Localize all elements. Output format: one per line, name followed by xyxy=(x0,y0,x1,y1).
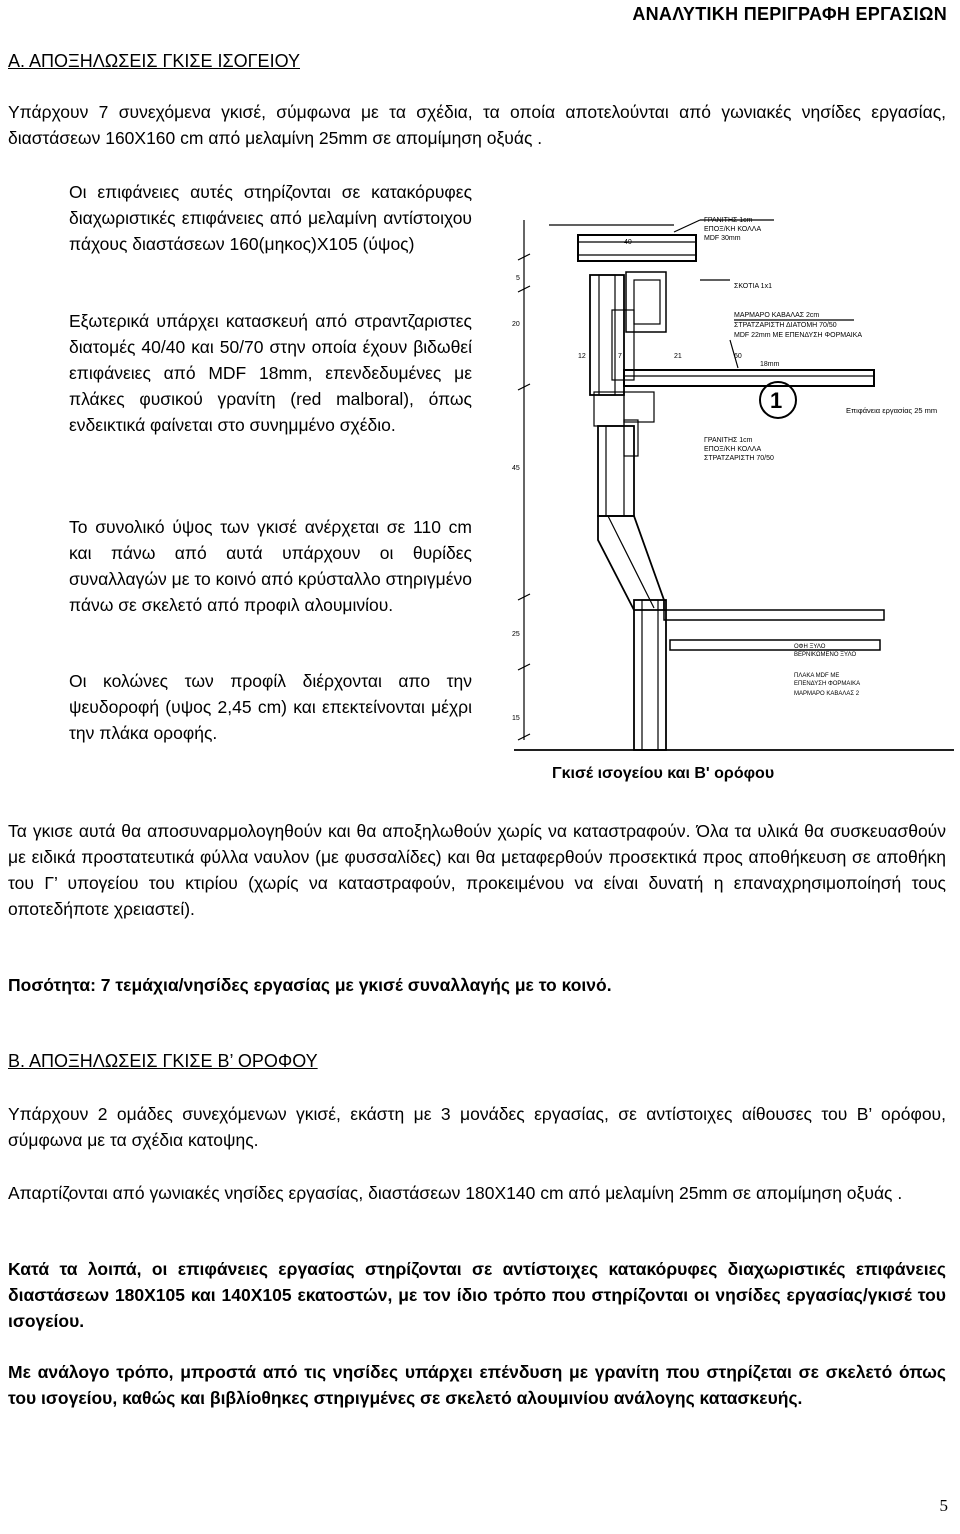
label-granite: ΓΡΑΝΙΤΗΣ 1cm xyxy=(704,217,753,224)
section-b-dimensions: Απαρτίζονται από γωνιακές νησίδες εργασίας, διαστάσεων 180Χ140 cm από μελαμίνη 25mm σε απομίμηση οξυάς . xyxy=(8,1183,903,1203)
label-glue-2: ΕΠΟΞ/ΚΗ ΚΟΛΛΑ xyxy=(704,446,762,453)
dim-15: 15 xyxy=(512,715,520,722)
section-b-support: Κατά τα λοιπά, οι επιφάνειες εργασίας στηρίζονται σε αντίστοιχες κατακόρυφες διαχωριστικές επιφάνειες διαστάσεων 180Χ105 και 140Χ105 εκατοστών, με τον ίδιο τρόπο που στηρίζονται οι νησίδες εργασίας/γκισέ του ισογείου. xyxy=(8,1259,946,1331)
construction-paragraph: Εξωτερικά υπάρχει κατασκευή από στραντζαριστες διατομές 40/40 και 50/70 στην οποία έχουν βιδωθεί επιφάνειες από MDF 18mm, επενδεδυμένες με πλάκες φυσικού γρανίτη (red malboral), όπως ενδεικτικά φαίνεται στο συνημμένο σχέδιο. xyxy=(69,311,472,435)
label-surface: Επιφάνεια εργασίας 25 mm xyxy=(846,406,938,415)
lower-column xyxy=(634,600,666,750)
label-plate-1: ΠΛΑΚΑ MDF ΜΕ xyxy=(794,673,840,679)
dim-12: 12 xyxy=(578,353,586,360)
drawing-caption: Γκισέ ισογείου και Β' ορόφου xyxy=(552,765,775,782)
upper-column xyxy=(590,275,624,395)
dim-21: 21 xyxy=(674,353,682,360)
counter-section-drawing xyxy=(494,180,960,790)
section-b-intro: Υπάρχουν 2 ομάδες συνεχόμενων γκισέ, εκάστη με 3 μονάδες εργασίας, σε αντίστοιχες αίθουσες του Β’ ορόφου, σύμφωνα με τα σχέδια κατοψης. xyxy=(8,1104,946,1150)
dim-7: 7 xyxy=(618,353,622,360)
dim-25: 25 xyxy=(512,631,520,638)
top-granite-slab xyxy=(578,235,696,261)
dim-45: 45 xyxy=(512,465,520,472)
label-veneer-1: ΟΦΗ ΞΥΛΟ xyxy=(794,644,826,650)
section-b-cladding: Με ανάλογο τρόπο, μπροστά από τις νησίδες υπάρχει επένδυση με γρανίτη που στηρίζεται σε σκελετό όπως του ισογείου, καθώς και βιβλίοθηκες στηριγμένες σε σκελετό αλουμινίου ανάλογης κατασκευής. xyxy=(8,1362,946,1408)
dim-20: 20 xyxy=(512,321,520,328)
wooden-shelf xyxy=(664,610,884,620)
label-skotia: ΣΚΟΤΙΑ 1x1 xyxy=(734,283,772,290)
section-b-heading: Β. ΑΠΟΞΗΛΩΣΕΙΣ ΓΚΙΣΕ Β’ ΟΡΟΦΟΥ xyxy=(8,1051,318,1071)
page-number: 5 xyxy=(939,1496,948,1515)
dim-5: 5 xyxy=(516,275,520,282)
label-18mm: 18mm xyxy=(760,361,780,368)
label-profile-2: ΣΤΡΑΤΖΑΡΙΣΤΗ 70/50 xyxy=(704,455,774,462)
section-a-heading: Α. ΑΠΟΞΗΛΩΣΕΙΣ ΓΚΙΣΕ ΙΣΟΓΕΙΟΥ xyxy=(8,51,300,71)
detail-number: 1 xyxy=(770,388,783,413)
label-mdf-formica: MDF 22mm ΜΕ ΕΠΕΝΔΥΣΗ ΦΟΡΜΑΙΚΑ xyxy=(734,332,863,339)
label-veneer-2: ΒΕΡΝΙΚΩΜΕΝΟ ΞΥΛΟ xyxy=(794,652,857,658)
label-marble-2: ΜΑΡΜΑΡΟ ΚΑΒΑΛΑΣ 2 xyxy=(794,691,860,697)
section-a-intro: Υπάρχουν 7 συνεχόμενα γκισέ, σύμφωνα με τα σχέδια, τα οποία αποτελούνται από γωνιακές νησίδες εργασίας, διαστάσεων 160Χ160 cm από μελαμίνη 25mm σε απομίμηση οξυάς . xyxy=(8,102,946,148)
label-mdf: MDF 30mm xyxy=(704,235,741,242)
height-paragraph: Το συνολικό ύψος των γκισέ ανέρχεται σε 110 cm και πάνω από αυτά υπάρχουν οι θυρίδες συναλλαγών με το κοινό από κρύσταλλο στηριγμένο πάνω σε σκελετό από προφιλ αλουμινίου. xyxy=(69,517,473,615)
columns-paragraph: Οι κολώνες των προφίλ διέρχονται απο την ψευδοροφή (υψος 2,45 cm) και επεκτείνονται μέχρι την πλάκα οροφής. xyxy=(69,671,472,743)
document-title: ΑΝΑΛΥΤΙΚΗ ΠΕΡΙΓΡΑΦΗ ΕΡΓΑΣΙΩΝ xyxy=(632,4,947,24)
quantity-line: Ποσότητα: 7 τεμάχια/νησίδες εργασίας με γκισέ συναλλαγής με το κοινό. xyxy=(8,975,612,995)
label-profile: ΣΤΡΑΤΖΑΡΙΣΤΗ ΔΙΑΤΟΜΗ 70/50 xyxy=(734,322,837,329)
label-glue: ΕΠΟΞ/ΚΗ ΚΟΛΛΑ xyxy=(704,226,762,233)
dim-60: 60 xyxy=(734,353,742,360)
support-paragraph: Οι επιφάνειες αυτές στηρίζονται σε κατακόρυφες διαχωριστικές επιφάνειες από μελαμίνη αντίστοιχου πάχους διαστάσεων 160(μηκος)Χ105 (ύψος) xyxy=(69,182,472,254)
label-marble: ΜΑΡΜΑΡΟ ΚΑΒΑΛΑΣ 2cm xyxy=(734,312,820,319)
counter-top xyxy=(624,370,874,386)
label-granite-2: ΓΡΑΝΙΤΗΣ 1cm xyxy=(704,437,753,444)
dismantling-paragraph: Τα γκισε αυτά θα αποσυναρμολογηθούν και θα αποξηλωθούν χωρίς να καταστραφούν. Όλα τα υλικά θα συσκευασθούν με ειδικά προστατευτικά φύλλα ναυλον (με φυσσαλίδες) και θα μεταφερθούν προσεκτικά προς αποθήκευση σε αποθήκη του Γ’ υπογείου του κτιρίου (χωρίς να καταστραφούν, προκειμένου να είναι δυνατή η επαναχρησιμοποίησή τους οποτεδήποτε χρειαστεί). xyxy=(8,821,946,919)
label-plate-2: ΕΠΕΝΔΥΣΗ ΦΟΡΜΑΙΚΑ xyxy=(794,681,861,687)
mdf-plate xyxy=(670,640,880,650)
dim-40: 40 xyxy=(624,239,632,246)
middle-column xyxy=(598,426,634,516)
